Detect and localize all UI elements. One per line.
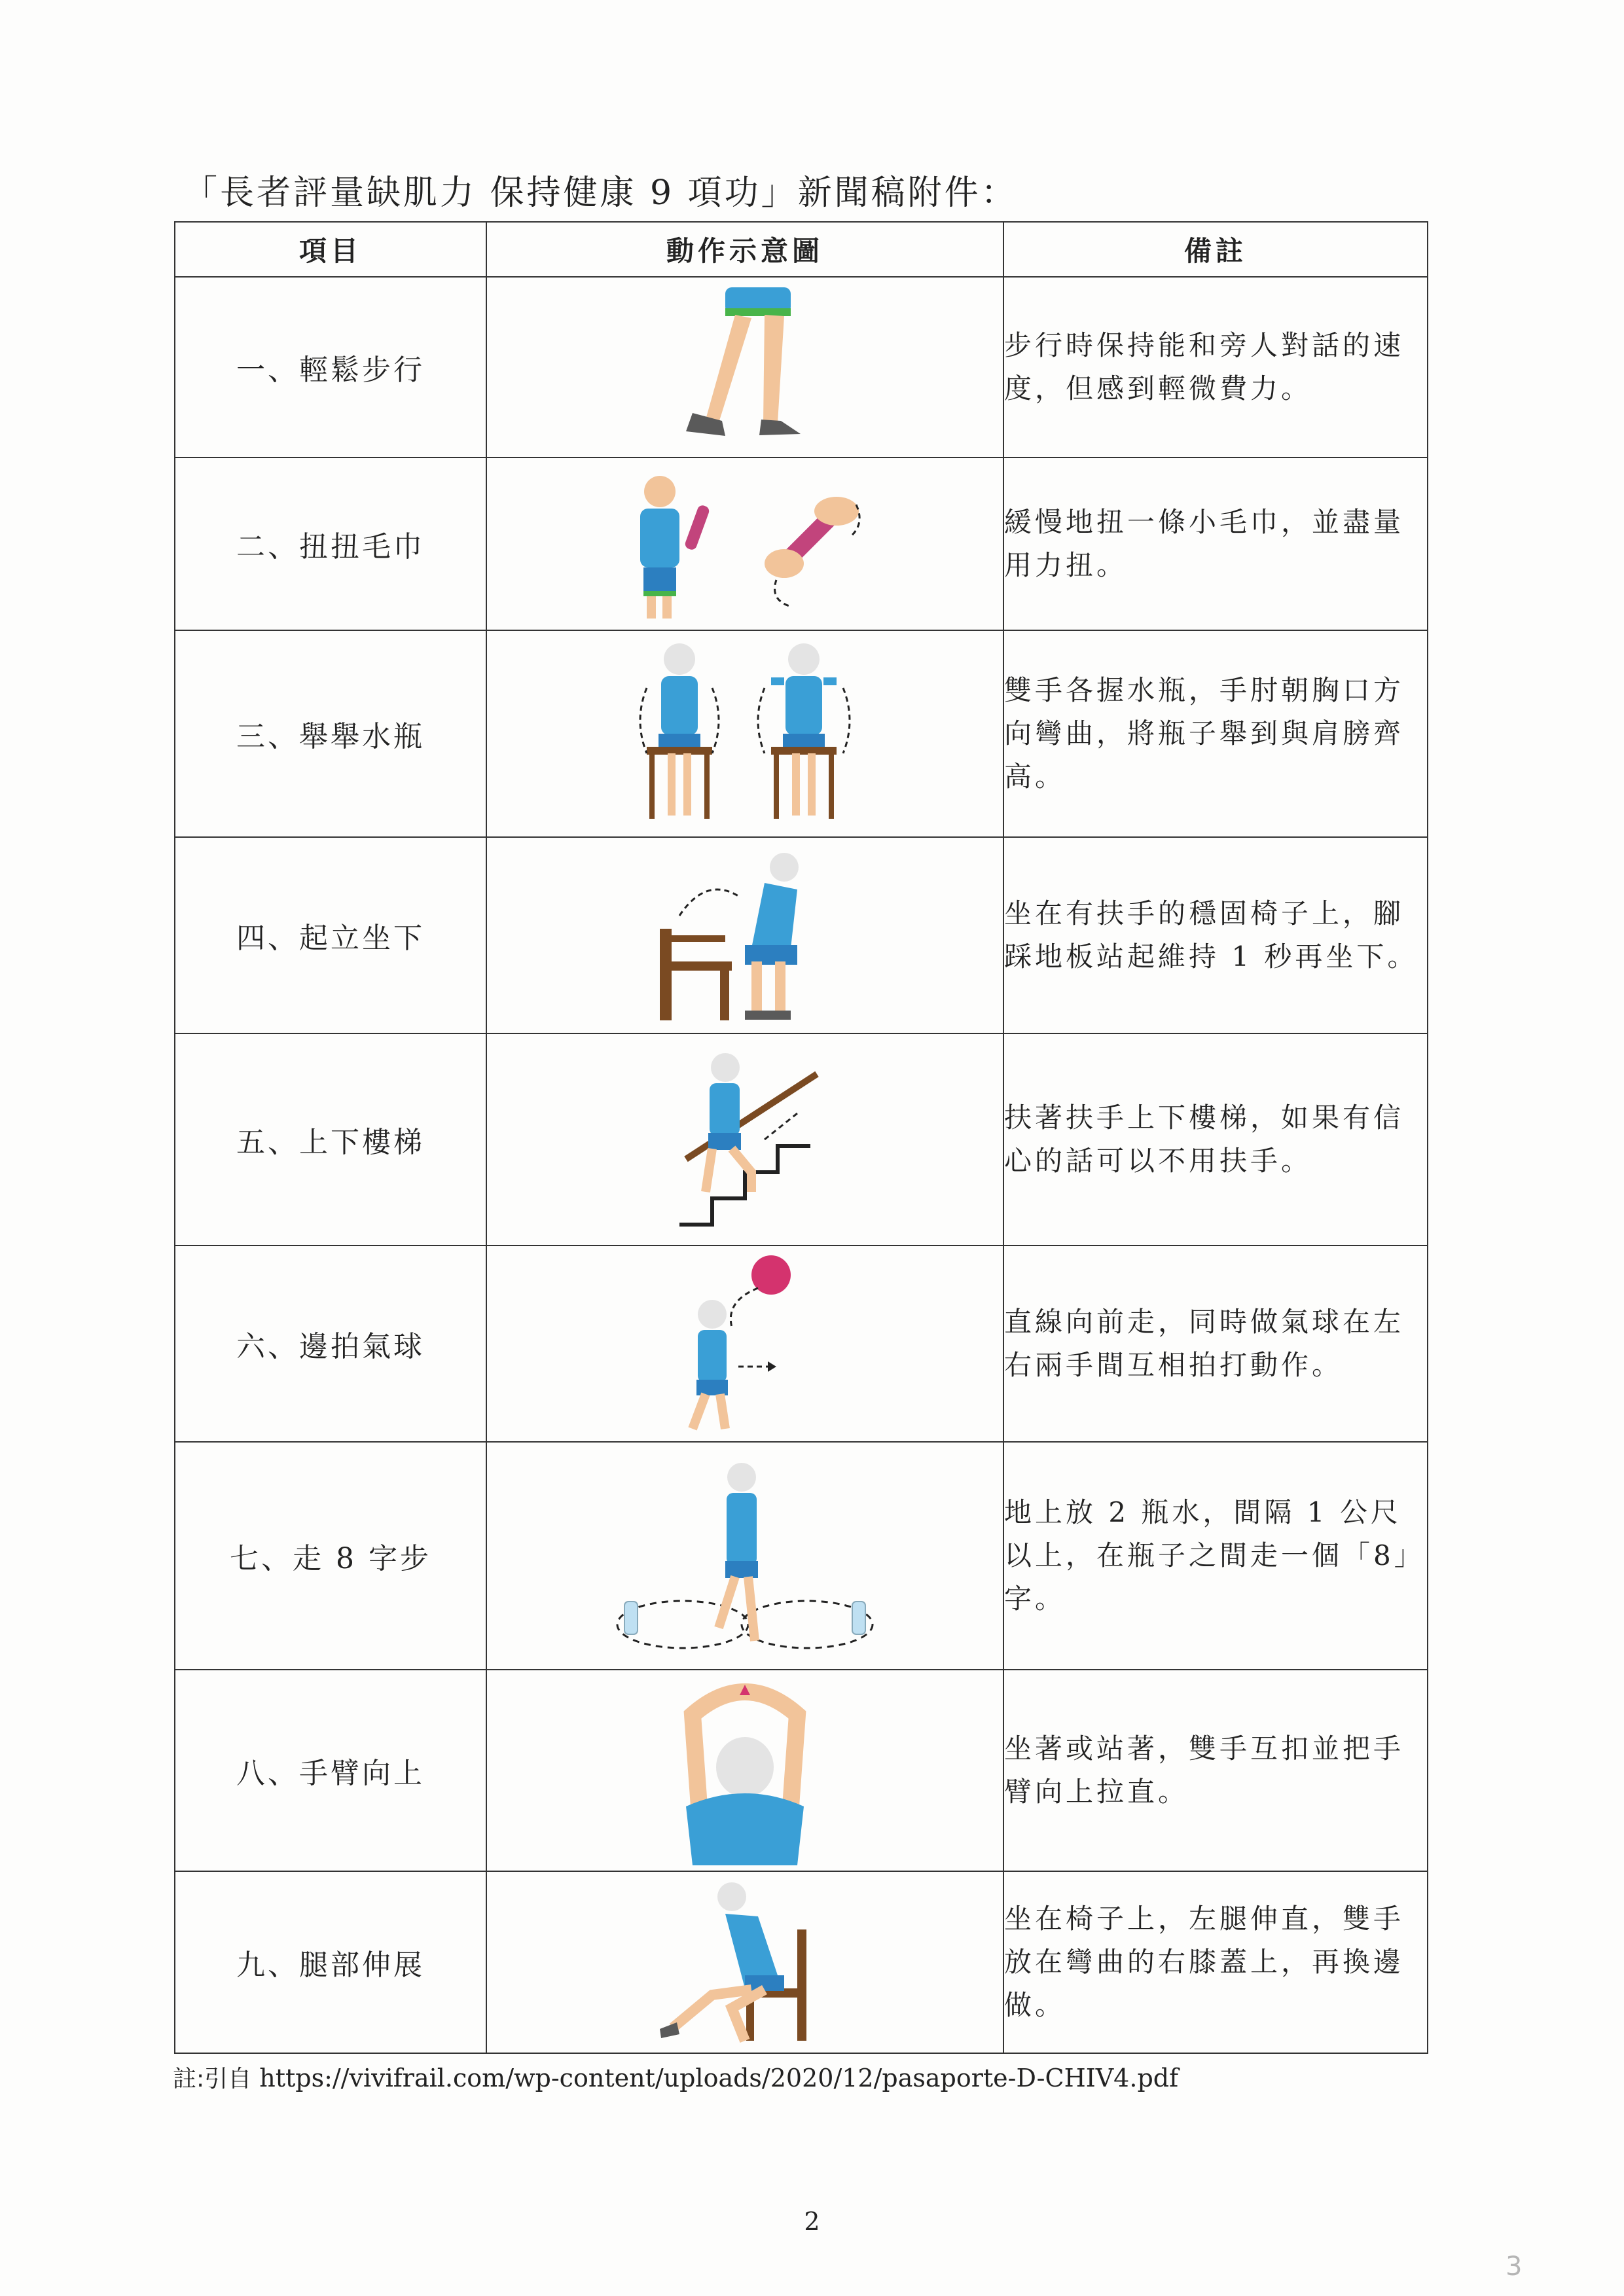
table-row bbox=[175, 1670, 1428, 1871]
table-row bbox=[175, 1246, 1428, 1442]
header-note: 備註 bbox=[1003, 222, 1428, 277]
table-row bbox=[175, 1442, 1428, 1670]
exercise-table bbox=[174, 221, 1428, 2054]
page-number: 2 bbox=[804, 2207, 820, 2236]
item-cell: 四、起立坐下 bbox=[175, 837, 486, 1033]
sit-to-stand-figure bbox=[647, 844, 843, 1027]
table-row bbox=[175, 837, 1428, 1033]
item-cell: 八、手臂向上 bbox=[175, 1670, 486, 1871]
stair-climb-figure bbox=[660, 1041, 830, 1238]
item-cell: 三、舉舉水瓶 bbox=[175, 630, 486, 837]
bottle-lift-figure bbox=[621, 636, 869, 832]
header-item: 項目 bbox=[175, 222, 486, 277]
note-cell: 扶著扶手上下樓梯，如果有信心的話可以不用扶手。 bbox=[1003, 1033, 1428, 1246]
note-cell: 坐在椅子上，左腿伸直，雙手放在彎曲的右膝蓋上，再換邊做。 bbox=[1003, 1871, 1428, 2053]
page-title: 「長者評量缺肌力 保持健康 9 項功」新聞稿附件： bbox=[183, 173, 1018, 213]
leg-stretch-figure bbox=[647, 1877, 843, 2047]
item-cell: 六、邊拍氣球 bbox=[175, 1246, 486, 1442]
table-row bbox=[175, 1033, 1428, 1246]
note-cell: 坐著或站著，雙手互扣並把手臂向上拉直。 bbox=[1003, 1670, 1428, 1871]
table-row bbox=[175, 1871, 1428, 2053]
item-cell: 九、腿部伸展 bbox=[175, 1871, 486, 2053]
towel-twist-figure bbox=[621, 465, 869, 622]
table-row bbox=[175, 630, 1428, 837]
note-cell: 坐在有扶手的穩固椅子上，腳踩地板站起維持 1 秒再坐下。 bbox=[1003, 837, 1428, 1033]
footnote-source-link[interactable]: https://vivifrail.com/wp-content/uploads/2020/12/pasaporte-D-CHIV4.pdf bbox=[259, 2064, 1179, 2092]
note-cell: 緩慢地扭一條小毛巾，並盡量用力扭。 bbox=[1003, 457, 1428, 630]
item-cell: 五、上下樓梯 bbox=[175, 1033, 486, 1246]
arms-up-stretch bbox=[660, 1676, 830, 1865]
header-illustration: 動作示意圖 bbox=[486, 222, 1003, 277]
item-cell: 七、走 8 字步 bbox=[175, 1442, 486, 1670]
table-row bbox=[175, 457, 1428, 630]
note-cell: 地上放 2 瓶水，間隔 1 公尺以上，在瓶子之間走一個「8」字。 bbox=[1003, 1442, 1428, 1670]
table-header-row bbox=[175, 222, 1428, 277]
figure-eight-walk bbox=[607, 1451, 882, 1660]
balloon-pat-figure bbox=[660, 1249, 830, 1439]
table-row bbox=[175, 277, 1428, 457]
note-cell: 雙手各握水瓶，手肘朝胸口方向彎曲，將瓶子舉到與肩膀齊高。 bbox=[1003, 630, 1428, 837]
item-cell: 二、扭扭毛巾 bbox=[175, 457, 486, 630]
note-cell: 步行時保持能和旁人對話的速度，但感到輕微費力。 bbox=[1003, 277, 1428, 457]
item-cell: 一、輕鬆步行 bbox=[175, 277, 486, 457]
footnote-label: 註:引自 bbox=[173, 2066, 252, 2092]
walking-figure bbox=[647, 282, 843, 452]
note-cell: 直線向前走，同時做氣球在左右兩手間互相拍打動作。 bbox=[1003, 1246, 1428, 1442]
footnote bbox=[173, 2060, 1178, 2094]
corner-handwritten-mark: 3 bbox=[1506, 2251, 1523, 2282]
